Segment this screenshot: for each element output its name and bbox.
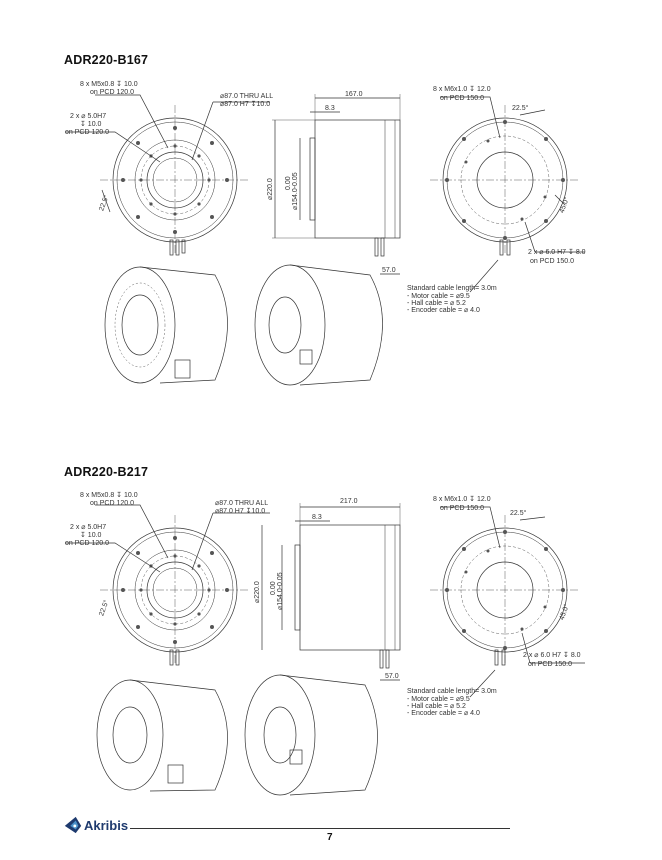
svg-text:on PCD 150.0: on PCD 150.0 xyxy=(440,95,484,102)
svg-text:on PCD 120.0: on PCD 120.0 xyxy=(90,89,134,96)
svg-text:on PCD 120.0: on PCD 120.0 xyxy=(65,129,109,136)
drawing-adr220-b217 xyxy=(0,485,662,810)
svg-text:⌀220.0: ⌀220.0 xyxy=(267,178,274,200)
svg-text:⌀87.0 H7 ↧10.0: ⌀87.0 H7 ↧10.0 xyxy=(220,101,271,108)
svg-text:2 x ⌀ 6.0 H7 ↧ 8.0: 2 x ⌀ 6.0 H7 ↧ 8.0 xyxy=(528,249,586,256)
drawing-adr220-b167 xyxy=(0,70,662,400)
iso-view-front xyxy=(97,680,228,791)
svg-text:8 x M5x0.8 ↧ 10.0: 8 x M5x0.8 ↧ 10.0 xyxy=(80,81,138,88)
svg-text:2 x ⌀ 6.0 H7 ↧ 8.0: 2 x ⌀ 6.0 H7 ↧ 8.0 xyxy=(523,652,581,659)
svg-text:- Hall cable = ⌀ 5.2: - Hall cable = ⌀ 5.2 xyxy=(407,300,466,307)
svg-text:- Encoder cable = ⌀ 4.0: - Encoder cable = ⌀ 4.0 xyxy=(407,710,480,717)
svg-text:22.5°: 22.5° xyxy=(98,599,111,618)
footer-divider xyxy=(130,828,510,829)
svg-text:⌀87.0 THRU ALL: ⌀87.0 THRU ALL xyxy=(220,93,274,100)
section-title: ADR220-B217 xyxy=(64,465,149,479)
svg-text:0.00: 0.00 xyxy=(270,581,277,595)
svg-text:8.3: 8.3 xyxy=(312,514,322,521)
svg-text:on PCD 150.0: on PCD 150.0 xyxy=(528,661,572,668)
akribis-logo-icon xyxy=(62,815,84,835)
svg-text:- Encoder cable = ⌀ 4.0: - Encoder cable = ⌀ 4.0 xyxy=(407,307,480,314)
svg-text:Standard cable length= 3.0m: Standard cable length= 3.0m xyxy=(407,688,497,695)
svg-text:45.0°: 45.0° xyxy=(558,603,571,622)
svg-text:- Hall cable = ⌀ 5.2: - Hall cable = ⌀ 5.2 xyxy=(407,703,466,710)
svg-text:on PCD 150.0: on PCD 150.0 xyxy=(440,505,484,512)
svg-text:2 x ⌀ 5.0H7: 2 x ⌀ 5.0H7 xyxy=(70,113,107,120)
svg-text:↧ 10.0: ↧ 10.0 xyxy=(80,532,102,539)
svg-text:22.5°: 22.5° xyxy=(510,510,527,517)
svg-text:167.0: 167.0 xyxy=(345,91,363,98)
svg-text:Standard cable length= 3.0m: Standard cable length= 3.0m xyxy=(407,285,497,292)
svg-text:⌀154.0-0.05: ⌀154.0-0.05 xyxy=(292,172,299,210)
svg-text:0.00: 0.00 xyxy=(285,176,292,190)
svg-text:⌀220.0: ⌀220.0 xyxy=(254,581,261,603)
svg-text:- Motor cable = ⌀9.5: - Motor cable = ⌀9.5 xyxy=(407,293,470,300)
svg-text:8.3: 8.3 xyxy=(325,105,335,112)
svg-text:57.0: 57.0 xyxy=(382,267,396,274)
section-title: ADR220-B167 xyxy=(64,53,149,67)
page-number: 7 xyxy=(327,832,333,843)
svg-text:↧ 10.0: ↧ 10.0 xyxy=(80,121,102,128)
svg-text:217.0: 217.0 xyxy=(340,498,358,505)
svg-text:8 x M6x1.0 ↧ 12.0: 8 x M6x1.0 ↧ 12.0 xyxy=(433,86,491,93)
iso-view-rear xyxy=(245,675,378,795)
svg-text:on PCD 120.0: on PCD 120.0 xyxy=(65,540,109,547)
svg-text:8 x M5x0.8 ↧ 10.0: 8 x M5x0.8 ↧ 10.0 xyxy=(80,492,138,499)
rear-view xyxy=(430,507,585,697)
svg-text:⌀154.0-0.05: ⌀154.0-0.05 xyxy=(277,572,284,610)
iso-view-front xyxy=(105,267,228,383)
svg-text:⌀87.0 THRU ALL: ⌀87.0 THRU ALL xyxy=(215,500,269,507)
svg-text:on PCD 150.0: on PCD 150.0 xyxy=(530,258,574,265)
brand-name: Akribis xyxy=(84,818,129,833)
svg-text:8 x M6x1.0 ↧ 12.0: 8 x M6x1.0 ↧ 12.0 xyxy=(433,496,491,503)
svg-text:45.0°: 45.0° xyxy=(558,196,571,215)
svg-text:57.0: 57.0 xyxy=(385,673,399,680)
iso-view-rear xyxy=(255,265,383,385)
svg-text:- Motor cable = ⌀9.5: - Motor cable = ⌀9.5 xyxy=(407,696,470,703)
svg-text:2 x ⌀ 5.0H7: 2 x ⌀ 5.0H7 xyxy=(70,524,107,531)
svg-text:22.5°: 22.5° xyxy=(98,194,111,213)
svg-text:22.5°: 22.5° xyxy=(512,105,529,112)
svg-text:on PCD 120.0: on PCD 120.0 xyxy=(90,500,134,507)
svg-text:⌀87.0 H7 ↧10.0: ⌀87.0 H7 ↧10.0 xyxy=(215,508,266,515)
